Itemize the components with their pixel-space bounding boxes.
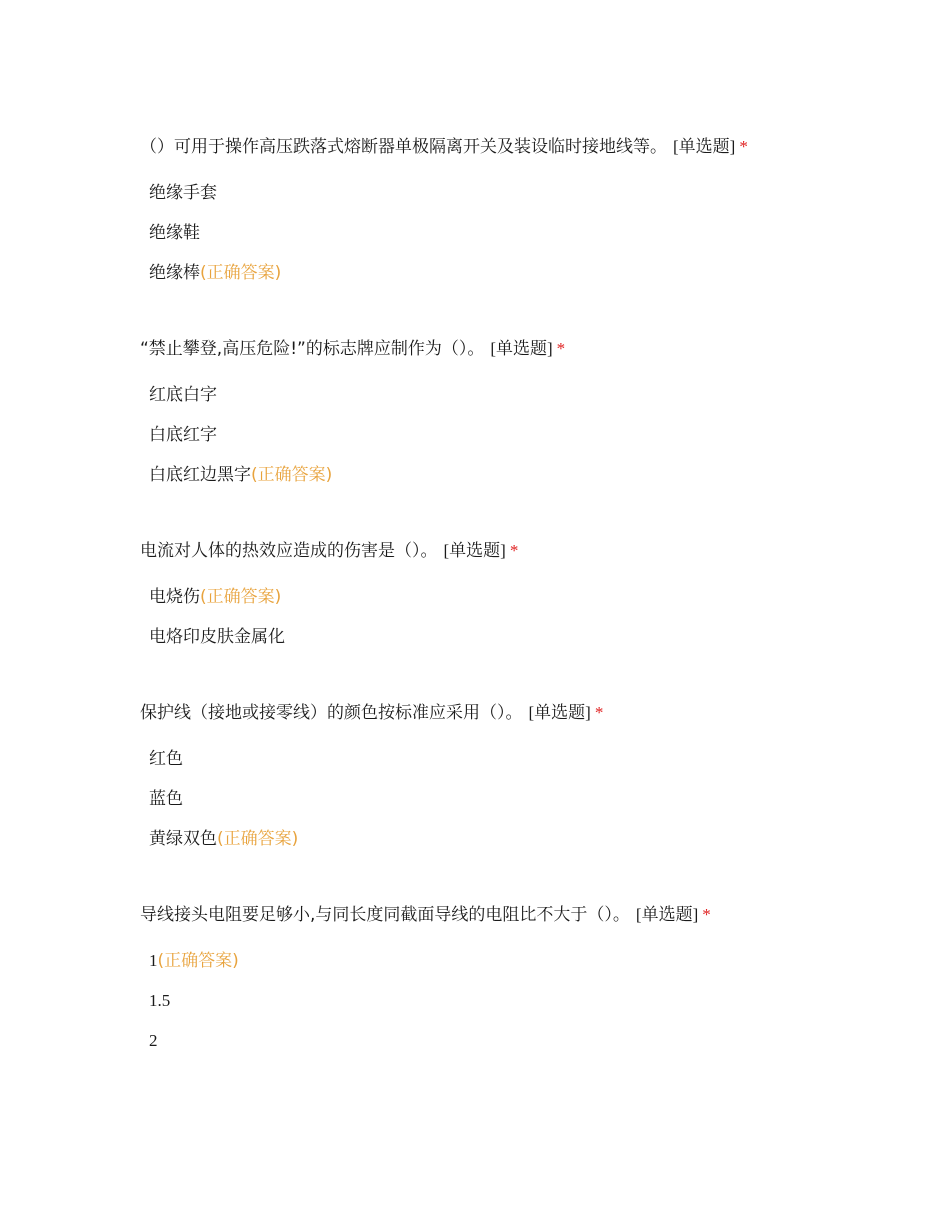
option-text: 电烧伤 — [149, 587, 200, 607]
question-type-label: [单选题] — [528, 703, 591, 722]
option-text: 黄绿双色 — [149, 829, 217, 849]
option-item — [149, 950, 900, 972]
option-item — [149, 990, 900, 1012]
required-mark: * — [594, 703, 604, 722]
required-mark: * — [702, 905, 711, 924]
option-item — [149, 182, 900, 204]
option-item — [149, 222, 900, 244]
option-item — [149, 748, 900, 770]
option-item — [149, 828, 900, 850]
correct-answer-label: (正确答案) — [200, 263, 282, 283]
option-item — [149, 586, 900, 608]
option-text: 1.5 — [149, 991, 171, 1010]
question-type-label: [单选题] — [673, 137, 736, 156]
option-item — [149, 424, 900, 446]
option-list — [140, 950, 900, 1052]
option-list — [140, 384, 900, 486]
question-type-label: [单选题] — [443, 541, 506, 560]
question-text: 电流对人体的热效应造成的伤害是（）。 — [140, 541, 438, 561]
correct-answer-label: (正确答案) — [251, 465, 333, 485]
question-4 — [140, 702, 900, 868]
question-text: （）可用于操作高压跌落式熔断器单极隔离开关及装设临时接地线等。 — [140, 137, 667, 157]
option-list — [140, 748, 900, 850]
question-text: “禁止攀登,高压危险!”的标志牌应制作为（）。 — [140, 339, 485, 359]
option-item — [149, 464, 900, 486]
question-2 — [140, 338, 900, 504]
option-item — [149, 788, 900, 810]
option-text: 红色 — [149, 749, 183, 769]
question-1 — [140, 136, 900, 302]
question-type-label: [单选题] — [635, 905, 699, 924]
question-title — [140, 136, 900, 158]
option-text: 红底白字 — [149, 385, 217, 405]
option-text: 白底红字 — [149, 425, 217, 445]
option-item — [149, 262, 900, 284]
option-text: 电烙印皮肤金属化 — [149, 627, 285, 647]
option-text: 2 — [149, 1031, 158, 1050]
option-text: 绝缘棒 — [149, 263, 200, 283]
option-list — [140, 182, 900, 284]
option-text: 1 — [149, 951, 158, 970]
required-mark: * — [509, 541, 519, 560]
question-text: 保护线（接地或接零线）的颜色按标准应采用（）。 — [140, 703, 523, 723]
question-title — [140, 702, 900, 724]
option-item — [149, 1030, 900, 1052]
option-text: 绝缘鞋 — [149, 223, 200, 243]
option-list — [140, 586, 900, 648]
correct-answer-label: (正确答案) — [157, 951, 239, 971]
option-text: 白底红边黑字 — [149, 465, 251, 485]
required-mark: * — [556, 339, 566, 358]
question-3 — [140, 540, 900, 666]
option-text: 蓝色 — [149, 789, 183, 809]
option-text: 绝缘手套 — [149, 183, 217, 203]
question-title — [140, 540, 900, 562]
question-title — [140, 904, 900, 926]
correct-answer-label: (正确答案) — [200, 587, 282, 607]
question-type-label: [单选题] — [490, 339, 553, 358]
correct-answer-label: (正确答案) — [217, 829, 299, 849]
question-text: 导线接头电阻要足够小,与同长度同截面导线的电阻比不大于（）。 — [140, 905, 630, 925]
option-item — [149, 626, 900, 648]
question-5 — [140, 904, 900, 1070]
required-mark: * — [739, 137, 748, 156]
question-title — [140, 338, 900, 360]
option-item — [149, 384, 900, 406]
